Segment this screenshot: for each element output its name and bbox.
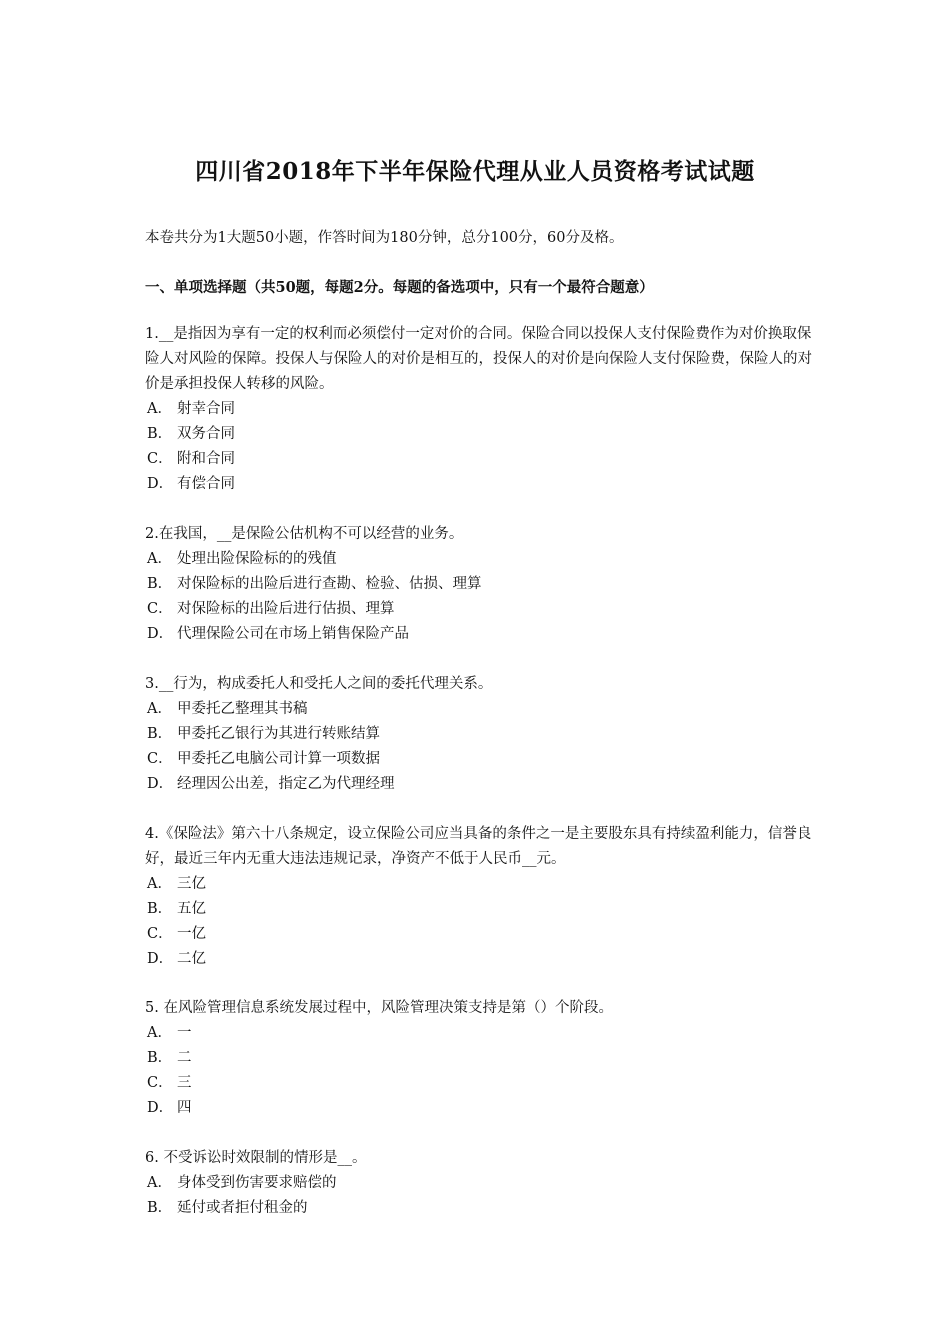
option-a bbox=[145, 547, 815, 572]
option-letter: B． bbox=[147, 1200, 173, 1216]
option-letter: B． bbox=[147, 726, 173, 742]
option-letter: A． bbox=[147, 876, 172, 892]
exam-intro: 本卷共分为1大题50小题，作答时间为180分钟，总分100分，60分及格。 bbox=[145, 230, 624, 246]
option-b bbox=[145, 1046, 815, 1071]
option-text: 身体受到伤害要求赔偿的 bbox=[177, 1175, 337, 1191]
option-letter: A． bbox=[147, 1175, 172, 1191]
option-text: 三 bbox=[177, 1075, 192, 1091]
section-heading: 一、单项选择题（共50题，每题2分。每题的备选项中，只有一个最符合题意） bbox=[145, 279, 654, 296]
option-d bbox=[145, 772, 815, 797]
option-letter: D． bbox=[147, 776, 174, 792]
option-text: 一 bbox=[177, 1025, 192, 1041]
question-stem: 6. 不受诉讼时效限制的情形是__。 bbox=[145, 1150, 367, 1166]
option-c bbox=[145, 447, 815, 472]
option-letter: D． bbox=[147, 1100, 174, 1116]
option-text: 对保险标的出险后进行查勘、检验、估损、理算 bbox=[177, 576, 482, 592]
option-letter: B． bbox=[147, 426, 173, 442]
option-c bbox=[145, 597, 815, 622]
option-a bbox=[145, 1021, 815, 1046]
question-stem: 2.在我国，__是保险公估机构不可以经营的业务。 bbox=[145, 526, 464, 542]
option-text: 甲委托乙银行为其进行转账结算 bbox=[177, 726, 380, 742]
option-letter: C． bbox=[147, 601, 173, 617]
question-1 bbox=[145, 322, 815, 497]
option-a bbox=[145, 1171, 815, 1196]
option-b bbox=[145, 422, 815, 447]
option-c bbox=[145, 1071, 815, 1096]
option-d bbox=[145, 622, 815, 647]
question-stem: 4.《保险法》第六十八条规定，设立保险公司应当具备的条件之一是主要股东具有持续盈利能力，信誉良好，最近三年内无重大违法违规记录，净资产不低于人民币__元。 bbox=[145, 826, 812, 867]
question-5 bbox=[145, 996, 815, 1121]
question-stem: 5. 在风险管理信息系统发展过程中，风险管理决策支持是第（）个阶段。 bbox=[145, 1000, 613, 1016]
option-letter: B． bbox=[147, 1050, 173, 1066]
option-letter: B． bbox=[147, 901, 173, 917]
option-a bbox=[145, 397, 815, 422]
option-letter: C． bbox=[147, 1075, 173, 1091]
option-c bbox=[145, 922, 815, 947]
option-text: 经理因公出差，指定乙为代理经理 bbox=[177, 776, 395, 792]
option-b bbox=[145, 897, 815, 922]
option-text: 处理出险保险标的的残值 bbox=[177, 551, 337, 567]
question-2 bbox=[145, 522, 815, 647]
option-text: 一亿 bbox=[177, 926, 206, 942]
option-letter: A． bbox=[147, 401, 172, 417]
option-a bbox=[145, 697, 815, 722]
option-b bbox=[145, 1196, 815, 1221]
option-text: 代理保险公司在市场上销售保险产品 bbox=[177, 626, 409, 642]
document-title: 四川省2018年下半年保险代理从业人员资格考试试题 bbox=[195, 158, 755, 185]
option-b bbox=[145, 572, 815, 597]
option-text: 三亿 bbox=[177, 876, 206, 892]
option-d bbox=[145, 1096, 815, 1121]
option-letter: D． bbox=[147, 626, 174, 642]
option-text: 有偿合同 bbox=[177, 476, 235, 492]
option-d bbox=[145, 472, 815, 497]
option-text: 延付或者拒付租金的 bbox=[177, 1200, 308, 1216]
option-text: 甲委托乙整理其书稿 bbox=[177, 701, 308, 717]
option-d bbox=[145, 947, 815, 972]
option-a bbox=[145, 872, 815, 897]
option-letter: A． bbox=[147, 1025, 172, 1041]
option-letter: C． bbox=[147, 451, 173, 467]
option-letter: A． bbox=[147, 701, 172, 717]
option-text: 甲委托乙电脑公司计算一项数据 bbox=[177, 751, 380, 767]
option-letter: C． bbox=[147, 751, 173, 767]
option-letter: D． bbox=[147, 951, 174, 967]
option-text: 射幸合同 bbox=[177, 401, 235, 417]
option-text: 二亿 bbox=[177, 951, 206, 967]
option-b bbox=[145, 722, 815, 747]
question-stem: 1.__是指因为享有一定的权利而必须偿付一定对价的合同。保险合同以投保人支付保险费作为对价换取保险人对风险的保障。投保人与保险人的对价是相互的，投保人的对价是向保险人支付保险费，保险人的对价是承担投保人转移的风险。 bbox=[145, 326, 812, 392]
option-letter: D． bbox=[147, 476, 174, 492]
option-text: 二 bbox=[177, 1050, 192, 1066]
option-letter: A． bbox=[147, 551, 172, 567]
question-4 bbox=[145, 822, 815, 972]
question-3 bbox=[145, 672, 815, 797]
option-letter: C． bbox=[147, 926, 173, 942]
option-text: 四 bbox=[177, 1100, 192, 1116]
option-letter: B． bbox=[147, 576, 173, 592]
option-text: 五亿 bbox=[177, 901, 206, 917]
option-c bbox=[145, 747, 815, 772]
question-6 bbox=[145, 1146, 815, 1221]
option-text: 双务合同 bbox=[177, 426, 235, 442]
option-text: 对保险标的出险后进行估损、理算 bbox=[177, 601, 395, 617]
question-stem: 3.__行为，构成委托人和受托人之间的委托代理关系。 bbox=[145, 676, 493, 692]
option-text: 附和合同 bbox=[177, 451, 235, 467]
